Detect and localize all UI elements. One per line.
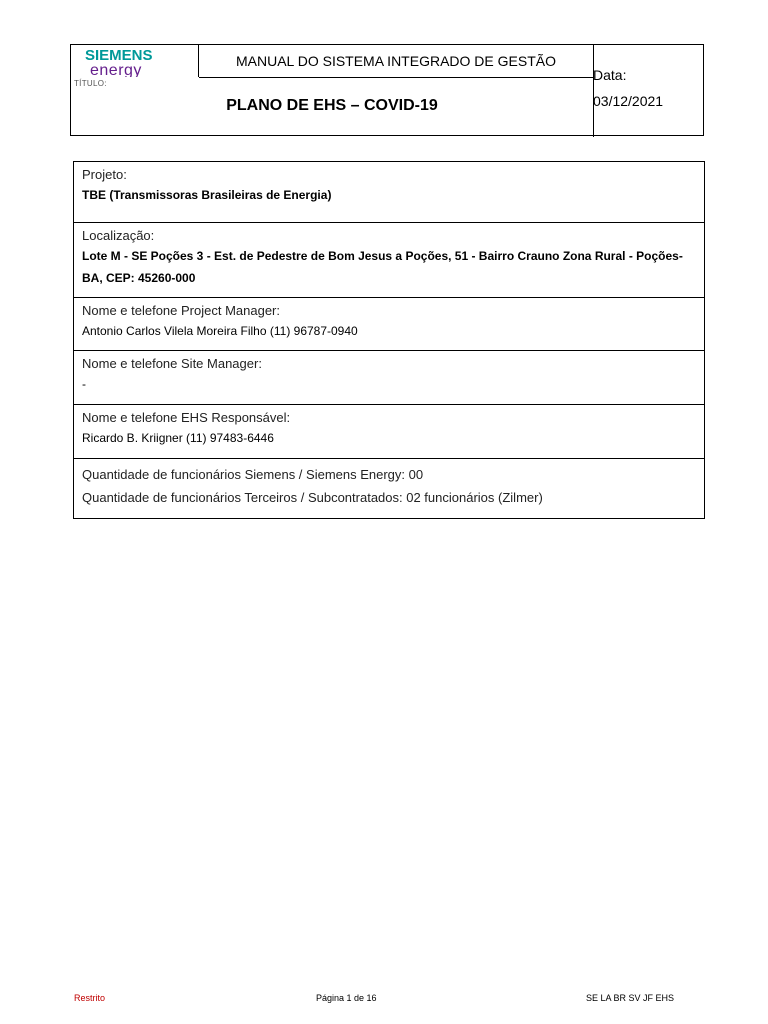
projeto-row (74, 162, 704, 223)
header-date-divider (593, 45, 594, 137)
site-manager-row (74, 351, 704, 405)
project-manager-value: Antonio Carlos Vilela Moreira Filho (11) 96787-0940 (82, 324, 358, 338)
localizacao-value: Lote M - SE Poções 3 - Est. de Pedestre de Bom Jesus a Poções, 51 - Bairro Crauno Zona Rural - Poções-BA, CEP: 45260-000 (82, 249, 683, 285)
date-label: Data: (593, 67, 627, 83)
svg-text:SIEMENS: SIEMENS (85, 47, 153, 64)
header-divider (199, 77, 593, 78)
localizacao-label: Localização: (82, 228, 155, 243)
date-value: 03/12/2021 (593, 93, 664, 109)
localizacao-row (74, 223, 704, 298)
document-header (70, 44, 704, 136)
page-number: Página 1 de 16 (316, 993, 377, 1003)
document-title: PLANO DE EHS – COVID-19 (226, 97, 438, 114)
site-manager-value: - (82, 377, 86, 391)
project-info-table (73, 161, 705, 519)
project-manager-row (74, 298, 704, 351)
document-code: SE LA BR SV JF EHS (586, 993, 675, 1003)
svg-text:energy: energy (90, 62, 142, 77)
manual-title: MANUAL DO SISTEMA INTEGRADO DE GESTÃO (236, 53, 556, 69)
projeto-value: TBE (Transmissoras Brasileiras de Energia) (82, 188, 332, 202)
ehs-responsavel-value: Ricardo B. Kriigner (11) 97483-6446 (82, 431, 274, 445)
ehs-responsavel-label: Nome e telefone EHS Responsável: (82, 410, 291, 425)
qtd-siemens-text: Quantidade de funcionários Siemens / Siemens Energy: 00 (82, 467, 424, 482)
ehs-responsavel-row (74, 405, 704, 459)
projeto-label: Projeto: (82, 167, 127, 182)
titulo-label: TÍTULO: (74, 79, 107, 88)
qtd-terceiros-text: Quantidade de funcionários Terceiros / Subcontratados: 02 funcionários (Zilmer) (82, 490, 543, 505)
site-manager-label: Nome e telefone Site Manager: (82, 356, 262, 371)
classification-label: Restrito (74, 993, 106, 1003)
project-manager-label: Nome e telefone Project Manager: (82, 303, 280, 318)
quantidade-row (74, 459, 704, 518)
logo-cell (71, 45, 199, 77)
siemens-energy-logo (85, 47, 185, 77)
